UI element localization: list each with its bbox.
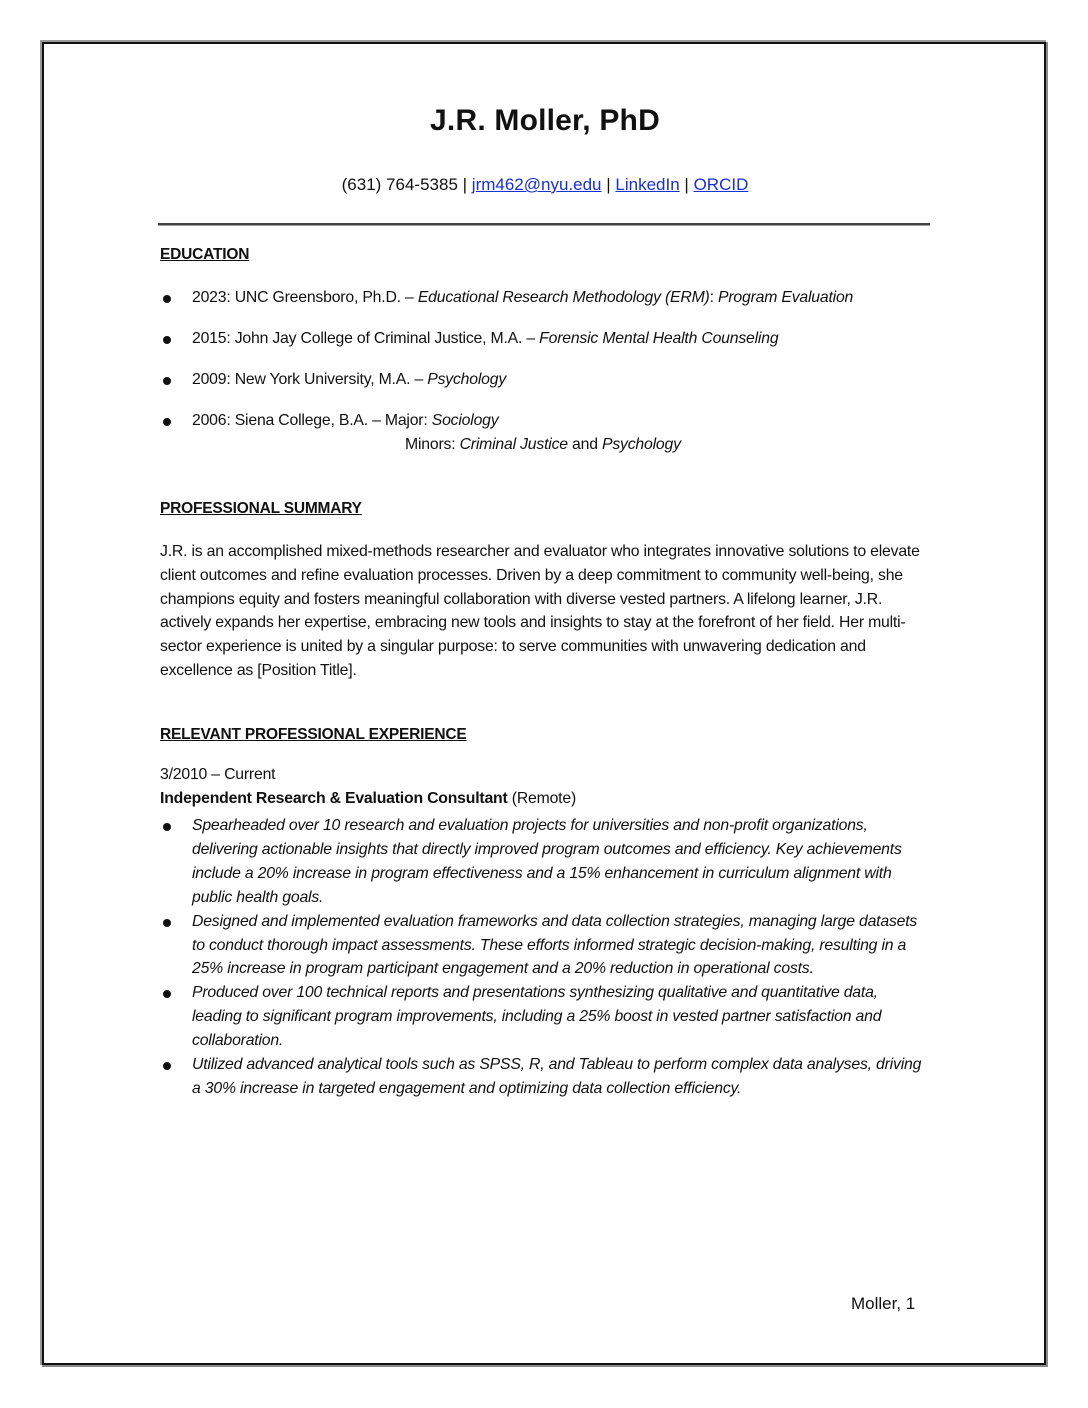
bullet-icon [163,336,171,344]
education-item: 2006: Siena College, B.A. – Major: Sociology Minors: Criminal Justice and Psychology [160,409,930,457]
bullet-icon [163,418,171,426]
separator: | [462,175,468,194]
bullet-icon [163,1062,171,1070]
separator: | [606,175,611,194]
experience-bullet: Designed and implemented evaluation frameworks and data collection strategies, managing large datasets to conduct thorough impact assessments. These efforts informed strategic decision-making, resulting in a 25% increase in program participant engagement and a 20% reduction in operational costs. [160,910,930,982]
job-location: (Remote) [507,790,577,807]
header-divider [158,223,930,226]
experience-bullet: Utilized advanced analytical tools such as SPSS, R, and Tableau to perform complex data analyses, driving a 30% increase in targeted engagement and optimizing data collection efficiency. [160,1053,930,1101]
minors-line: Minors: Criminal Justice and Psychology [405,436,681,453]
education-item: 2009: New York University, M.A. – Psychology [160,368,930,392]
bullet-icon [163,377,171,385]
job-title-line [160,790,576,808]
bullet-icon [163,919,171,927]
page-border [42,42,1046,1365]
bullet-icon [163,823,171,831]
page-number: Moller, 1 [851,1294,916,1313]
orcid-link[interactable]: ORCID [693,175,749,194]
summary-heading: PROFESSIONAL SUMMARY [160,500,362,517]
education-item: 2023: UNC Greensboro, Ph.D. – Educational Research Methodology (ERM): Program Evaluation [160,286,930,310]
experience-bullets [160,814,930,1101]
experience-bullet: Produced over 100 technical reports and presentations synthesizing qualitative and quantitative data, leading to significant program improvements, including a 25% boost in vested partner satisfaction and collaboration. [160,981,930,1053]
phone-number: (631) 764-5385 [341,175,458,194]
education-heading: EDUCATION [160,246,250,263]
contact-line [160,175,930,195]
candidate-name: J.R. Moller, PhD [430,104,660,137]
experience-bullet: Spearheaded over 10 research and evaluation projects for universities and non-profit organizations, delivering actionable insights that directly improved program outcomes and efficiency. Key achievements include a 20% increase in program effectiveness and a 15% enhancement in curriculum alignment with public health goals. [160,814,930,910]
separator: | [684,175,689,194]
job-title: Independent Research & Evaluation Consultant [160,790,508,807]
bullet-icon [163,990,171,998]
bullet-icon [163,295,171,303]
email-link[interactable]: jrm462@nyu.edu [471,175,602,194]
education-item: 2015: John Jay College of Criminal Justice, M.A. – Forensic Mental Health Counseling [160,327,930,351]
experience-heading: RELEVANT PROFESSIONAL EXPERIENCE [160,726,467,743]
education-list [160,286,930,474]
summary-text: J.R. is an accomplished mixed-methods researcher and evaluator who integrates innovative solutions to elevate client outcomes and refine evaluation processes. Driven by a deep commitment to community well-being, she champions equity and fosters meaningful collaboration with diverse vested partners. A lifelong learner, J.R. actively expands her expertise, embracing new tools and insights to stay at the forefront of her field. Her multi-sector experience is united by a singular purpose: to serve communities with unwavering dedication and excellence as [Position Title]. [160,543,920,679]
linkedin-link[interactable]: LinkedIn [615,175,680,194]
job-dates: 3/2010 – Current [160,766,276,783]
